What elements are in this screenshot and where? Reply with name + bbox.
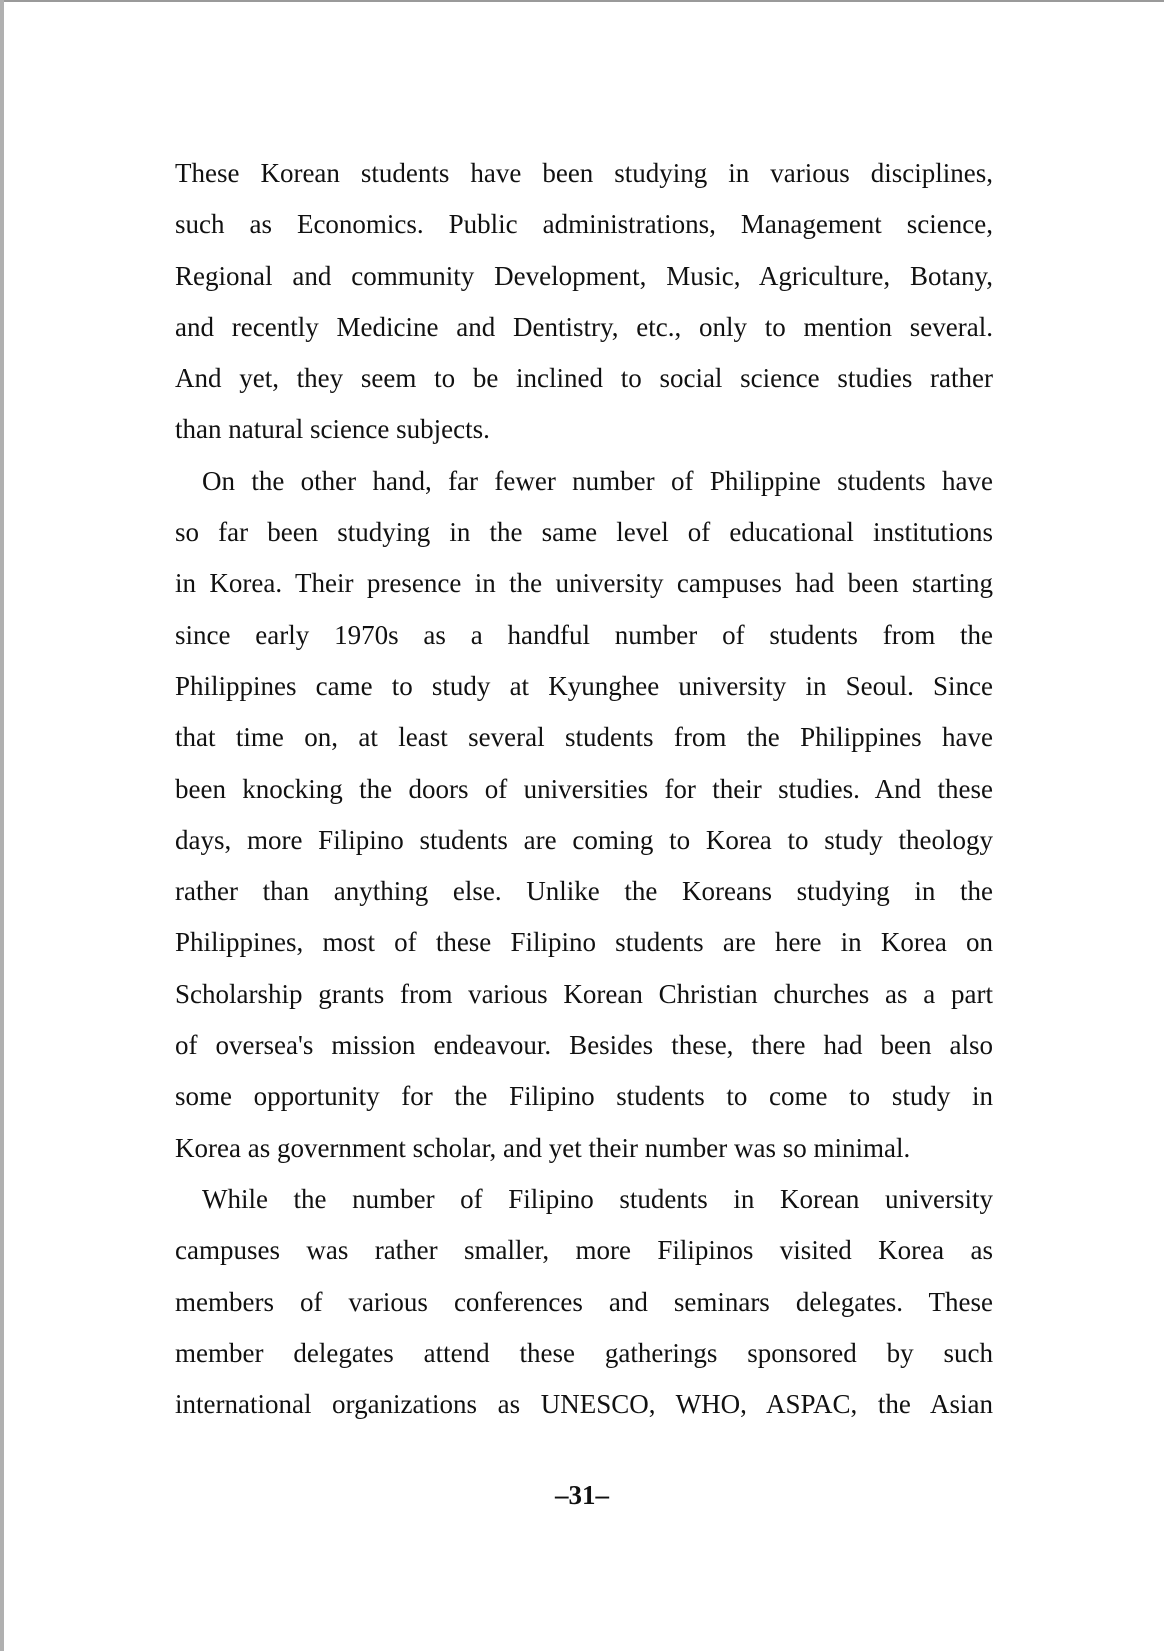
text-line: and recently Medicine and Dentistry, etc., only to mention several. xyxy=(175,311,993,342)
text-line: rather than anything else. Unlike the Koreans studying in the xyxy=(175,876,993,907)
text-line: in Korea. Their presence in the university campuses had been starting xyxy=(175,568,993,599)
text-line: since early 1970s as a handful number of students from the xyxy=(175,619,993,650)
text-line: that time on, at least several students from the Philippines have xyxy=(175,722,993,753)
text-line: And yet, they seem to be inclined to social science studies rather xyxy=(175,363,993,394)
text-line: of oversea's mission endeavour. Besides these, there had been also xyxy=(175,1030,993,1061)
text-line: some opportunity for the Filipino students to come to study in xyxy=(175,1081,993,1112)
page-number: –31– xyxy=(555,1480,609,1510)
text-line: so far been studying in the same level of educational institutions xyxy=(175,517,993,548)
text-line: campuses was rather smaller, more Filipinos visited Korea as xyxy=(175,1235,993,1266)
text-line: international organizations as UNESCO, WHO, ASPAC, the Asian xyxy=(175,1389,993,1420)
page-border-top xyxy=(0,0,1164,2)
text-line: such as Economics. Public administrations, Management science, xyxy=(175,209,993,240)
text-line: member delegates attend these gatherings sponsored by such xyxy=(175,1337,993,1368)
text-line: Scholarship grants from various Korean Christian churches as a part xyxy=(175,978,993,1009)
text-line: While the number of Filipino students in Korean university xyxy=(202,1183,993,1214)
text-line: Regional and community Development, Music, Agriculture, Botany, xyxy=(175,260,993,291)
page-border-left xyxy=(0,0,4,1651)
text-line: Philippines, most of these Filipino students are here in Korea on xyxy=(175,927,993,958)
text-line: On the other hand, far fewer number of Philippine students have xyxy=(202,465,993,496)
text-line: been knocking the doors of universities for their studies. And these xyxy=(175,773,993,804)
text-line: Korea as government scholar, and yet their number was so minimal. xyxy=(175,1132,911,1163)
text-line: Philippines came to study at Kyunghee university in Seoul. Since xyxy=(175,670,993,701)
text-line: These Korean students have been studying in various disciplines, xyxy=(175,158,993,188)
text-line: than natural science subjects. xyxy=(175,414,490,445)
text-line: members of various conferences and seminars delegates. These xyxy=(175,1286,993,1317)
body-text xyxy=(175,148,993,1430)
text-line: days, more Filipino students are coming to Korea to study theology xyxy=(175,824,993,855)
